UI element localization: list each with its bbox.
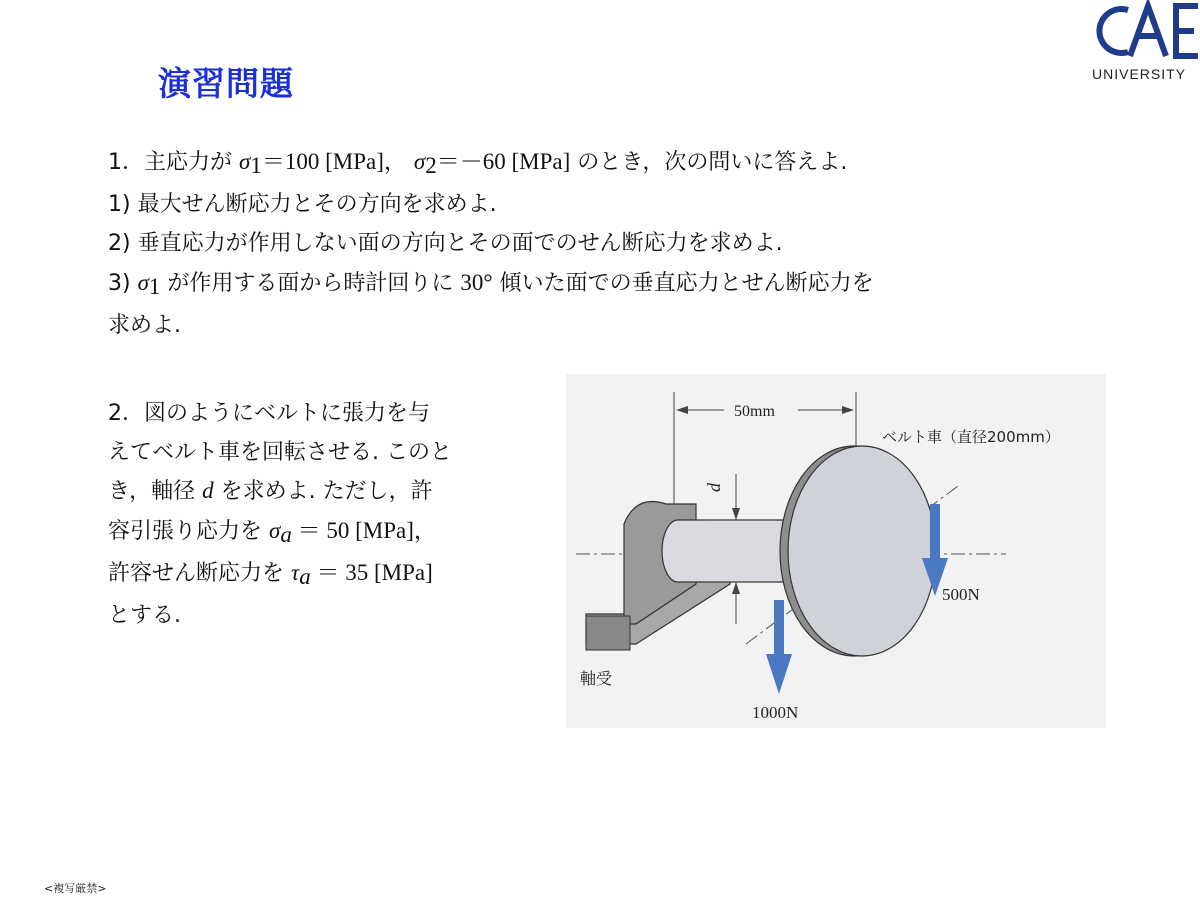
q1-sub-3: 3) $\sigma_1$ が作用する面から時計回りに 30° 傾いた面での垂直応力とせん断応力を	[108, 270, 874, 299]
force-1000n-label: 1000N	[752, 703, 799, 722]
question-2	[108, 395, 548, 635]
q1-sub-2: 2) 垂直応力が作用しない面の方向とその面でのせん断応力を求めよ.	[108, 231, 783, 256]
question-1	[108, 142, 1108, 345]
dimension-50mm-label: 50mm	[734, 403, 775, 420]
shaft	[662, 520, 794, 582]
q1-sub-3-cont: 求めよ.	[108, 313, 181, 338]
q2-line-4: 容引張り応力を $\sigma_a = 50$ [MPa]，	[108, 517, 437, 547]
q2-line-5: 許容せん断応力を $\tau_a = 35$ [MPa]	[108, 560, 433, 589]
copy-prohibited-note: <複写厳禁>	[44, 882, 107, 895]
q1-sub-1: 1) 最大せん断応力とその方向を求めよ.	[108, 192, 497, 217]
logo-university-text: UNIVERSITY	[1092, 66, 1187, 82]
dimension-d-label: d	[704, 483, 724, 492]
q1-statement: 1．主応力が $\sigma_1=100$ [MPa]， $\sigma_2=-60$ [MPa] のとき，次の問いに答えよ.	[108, 149, 848, 178]
pulley-label: ベルト車（直径200mm）	[882, 428, 1060, 446]
bearing-label: 軸受	[580, 669, 613, 688]
q2-line-2: えてベルト車を回転させる. このと	[108, 439, 452, 465]
page-title: 演習問題	[158, 64, 294, 103]
shaft-pulley-figure	[566, 374, 1106, 728]
pulley-face	[788, 446, 936, 656]
q2-line-6: とする.	[108, 602, 181, 628]
force-500n-label: 500N	[942, 585, 980, 604]
q2-line-3: き，軸径 d を求めよ. ただし，許	[108, 478, 433, 504]
q2-line-1: 2．図のようにベルトに張力を与	[108, 401, 430, 426]
